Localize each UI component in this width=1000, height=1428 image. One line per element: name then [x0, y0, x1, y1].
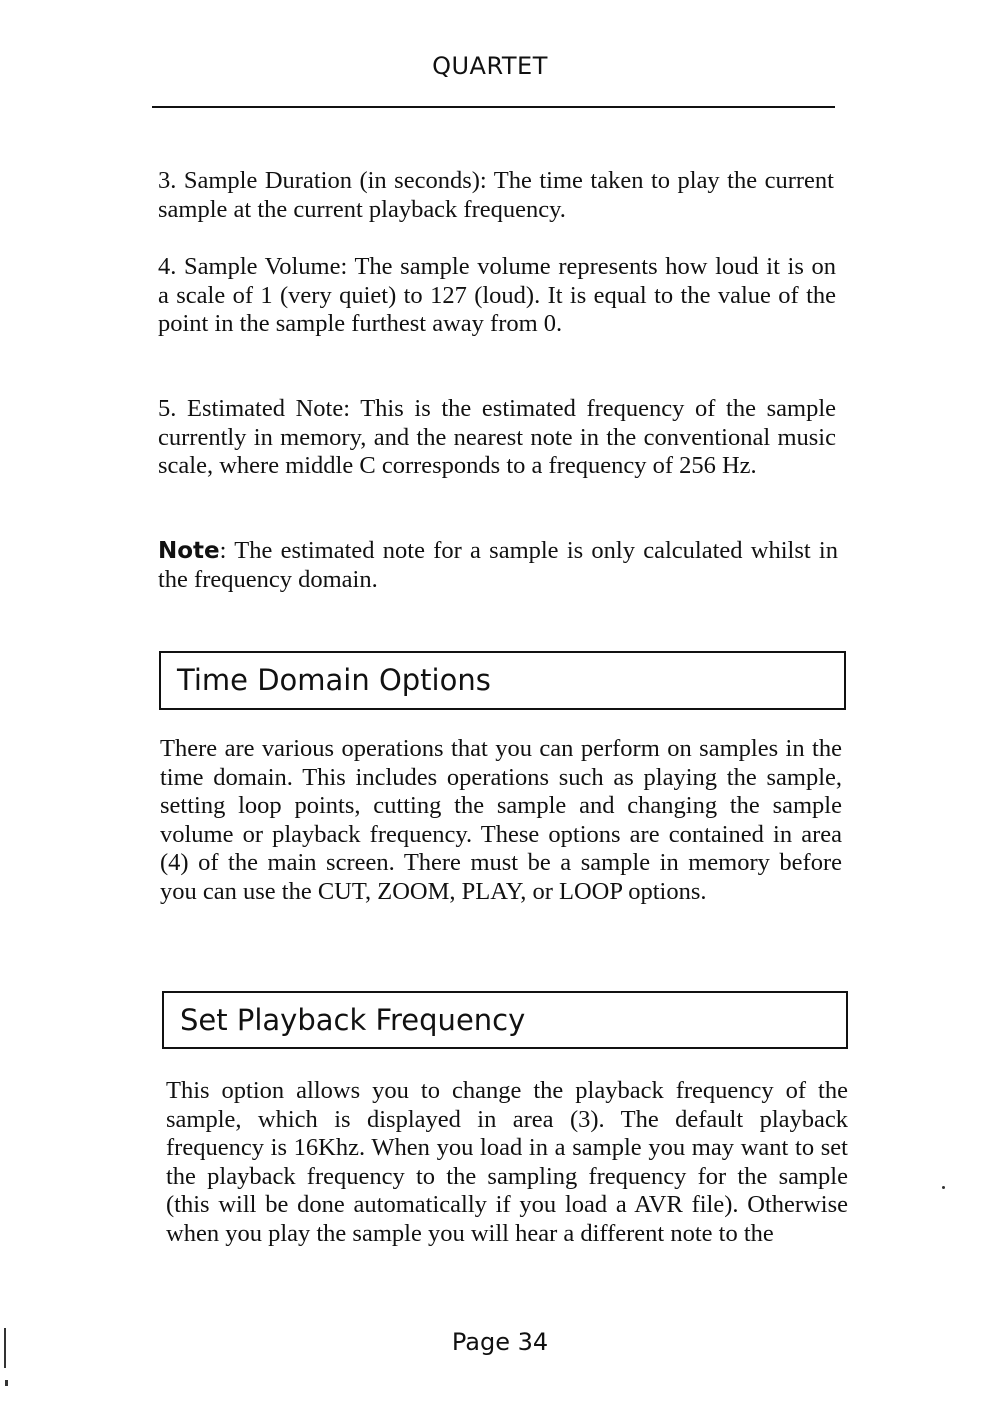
note-label: Note: [158, 538, 220, 564]
page-header-title: QUARTET: [432, 52, 548, 80]
item-sample-duration: 3. Sample Duration (in seconds): The time taken to play the current sample at the current playback frequency.: [158, 167, 834, 223]
section-heading-text: Time Domain Options: [177, 663, 491, 697]
time-domain-paragraph: There are various operations that you can perform on samples in the time domain. This includes operations such as playing the sample, setting loop points, cutting the sample and changing the sample volume or playback frequency. These options are contained in area (4) of the main screen. There must be a sample in memory before you can use the CUT, ZOOM, PLAY, or LOOP options.: [160, 735, 842, 905]
note-text: : The estimated note for a sample is only calculated whilst in the frequency domain.: [158, 537, 838, 593]
note-paragraph: [158, 537, 838, 594]
section-heading-time-domain-options: [159, 651, 846, 710]
section-heading-set-playback-frequency: [162, 991, 848, 1049]
scan-edge-mark: [5, 1380, 8, 1386]
page-number: Page 34: [451, 1328, 549, 1356]
playback-frequency-paragraph: This option allows you to change the playback frequency of the sample, which is displayed in area (3). The default playback frequency is 16Khz. When you load in a sample you may want to set the playback frequency to the sampling frequency for the sample (this will be done automatically if you load a AVR file). Otherwise when you play the sample you will hear a different note to the: [166, 1077, 848, 1247]
item-estimated-note: 5. Estimated Note: This is the estimated frequency of the sample currently in memory, and the nearest note in the conventional music scale, where middle C corresponds to a frequency of 256 Hz.: [158, 395, 836, 479]
header-divider: [152, 106, 835, 108]
item-sample-volume: 4. Sample Volume: The sample volume represents how loud it is on a scale of 1 (very quiet) to 127 (loud). It is equal to the value of the point in the sample furthest away from 0.: [158, 253, 836, 337]
scan-speck: [942, 1186, 945, 1189]
section-heading-text: Set Playback Frequency: [180, 1002, 526, 1037]
scan-edge-mark: [4, 1328, 6, 1368]
